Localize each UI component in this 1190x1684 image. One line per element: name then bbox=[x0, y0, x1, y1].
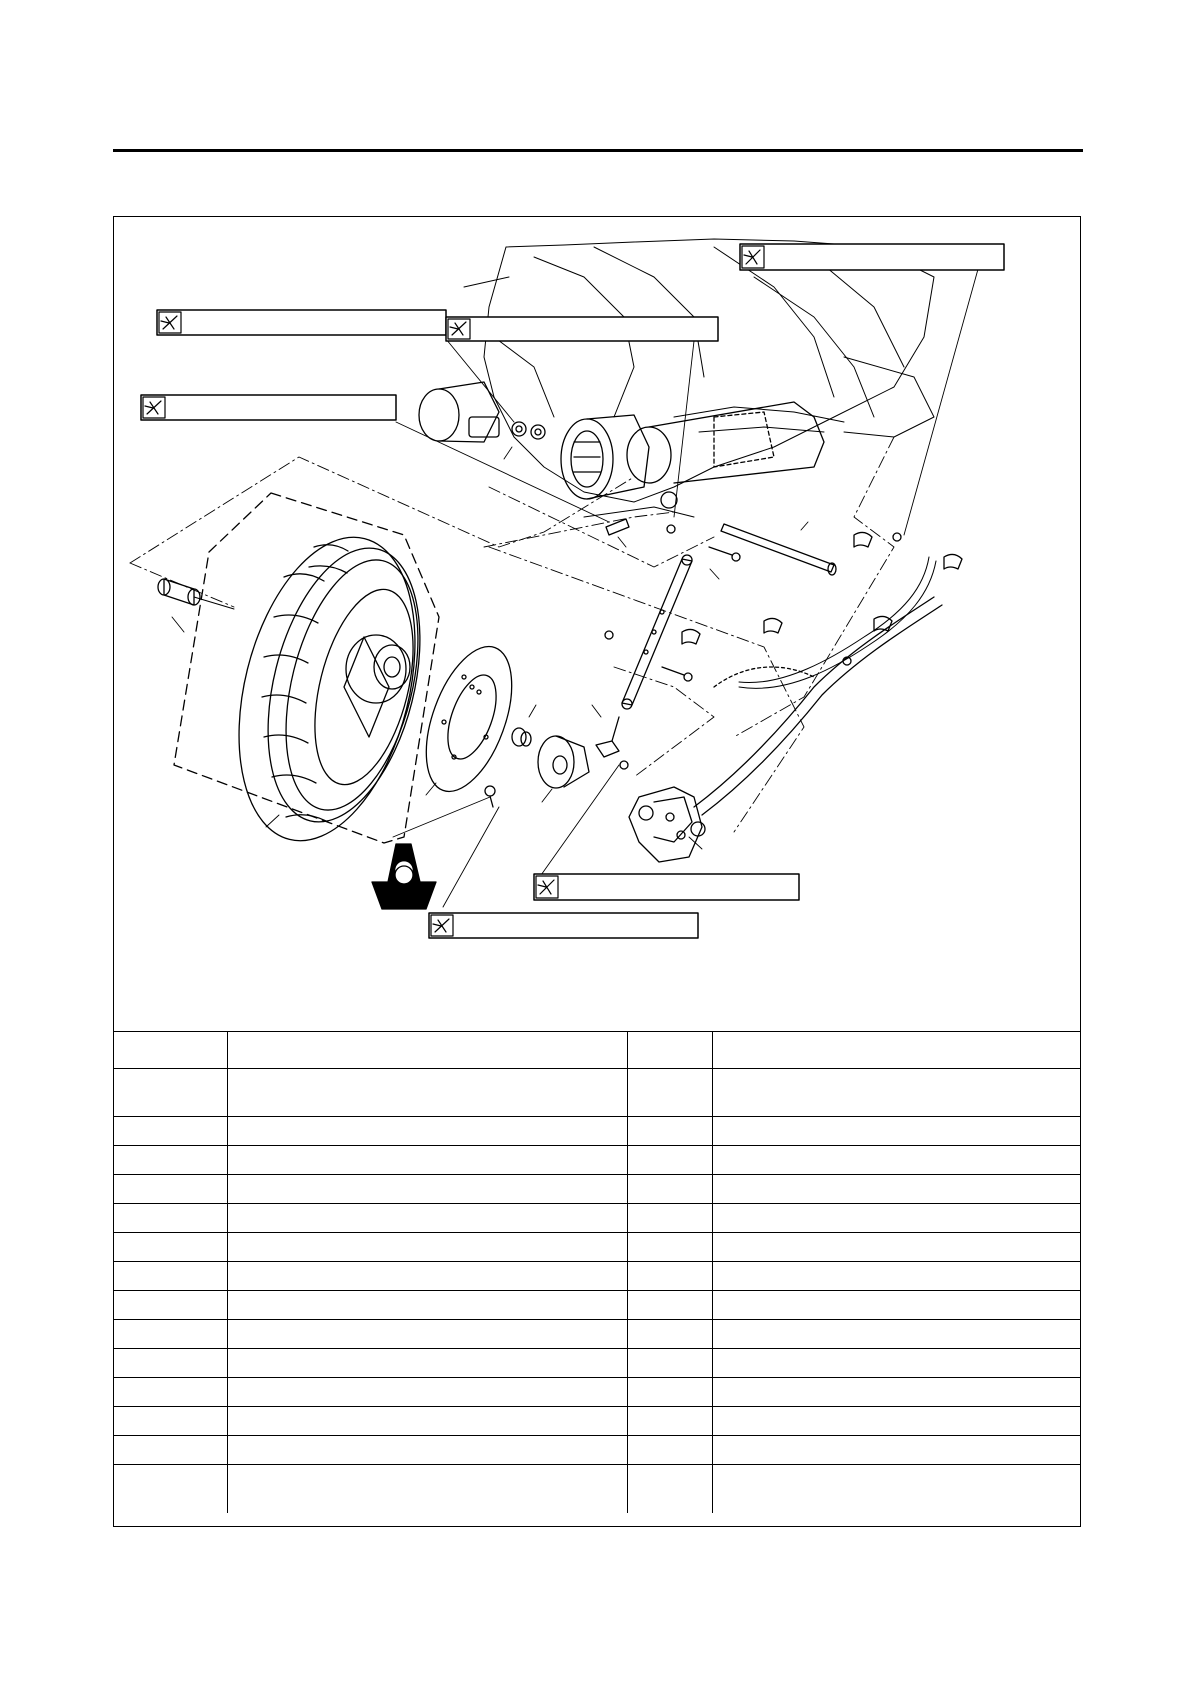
hose-clamps bbox=[682, 532, 962, 644]
table-header-row bbox=[114, 1032, 1080, 1069]
col-remarks bbox=[712, 1032, 1080, 1069]
muffler bbox=[627, 402, 824, 508]
exploded-view-diagram bbox=[114, 217, 1080, 1031]
header-rule bbox=[113, 149, 1083, 152]
brake-disc bbox=[409, 635, 529, 802]
table-row bbox=[114, 1146, 1080, 1175]
table-row bbox=[114, 1233, 1080, 1262]
torque-wrench-icon bbox=[143, 246, 764, 936]
rear-wheel-tire bbox=[210, 519, 446, 859]
part-label-ticks bbox=[172, 447, 808, 849]
speed-sensor-lead bbox=[739, 557, 936, 688]
table-row bbox=[114, 1320, 1080, 1349]
brake-caliper bbox=[629, 787, 705, 862]
table-row bbox=[114, 1407, 1080, 1436]
col-order bbox=[114, 1032, 227, 1069]
table-row bbox=[114, 1378, 1080, 1407]
table-row bbox=[114, 1204, 1080, 1233]
rear-axle-shaft bbox=[721, 524, 836, 575]
wheel-assembly-boundary bbox=[174, 493, 439, 843]
caliper-bracket-cover bbox=[538, 736, 589, 788]
table-row bbox=[114, 1465, 1080, 1513]
locking-agent-icon bbox=[372, 844, 436, 909]
speed-sensor bbox=[596, 717, 628, 769]
rear-shock-mount bbox=[419, 382, 499, 442]
table-row bbox=[114, 1436, 1080, 1465]
frame-and-engine bbox=[464, 239, 934, 517]
exploded-view-frame bbox=[113, 216, 1081, 1527]
assembly-guide-lines bbox=[130, 437, 894, 832]
table-row bbox=[114, 1069, 1080, 1117]
callout-leaders bbox=[393, 262, 980, 907]
brake-hose bbox=[694, 597, 942, 815]
table-row bbox=[114, 1117, 1080, 1146]
table-row bbox=[114, 1349, 1080, 1378]
torque-callout-boxes bbox=[141, 244, 1004, 938]
parts-list-table bbox=[114, 1031, 1080, 1513]
hub-collar bbox=[512, 728, 531, 746]
axle-nut bbox=[512, 422, 545, 439]
table-row bbox=[114, 1262, 1080, 1291]
axle-collar bbox=[158, 579, 234, 609]
table-row bbox=[114, 1291, 1080, 1320]
brake-disc-bolt bbox=[485, 786, 495, 807]
col-qty bbox=[627, 1032, 712, 1069]
table-row bbox=[114, 1175, 1080, 1204]
col-job-part bbox=[227, 1032, 627, 1069]
